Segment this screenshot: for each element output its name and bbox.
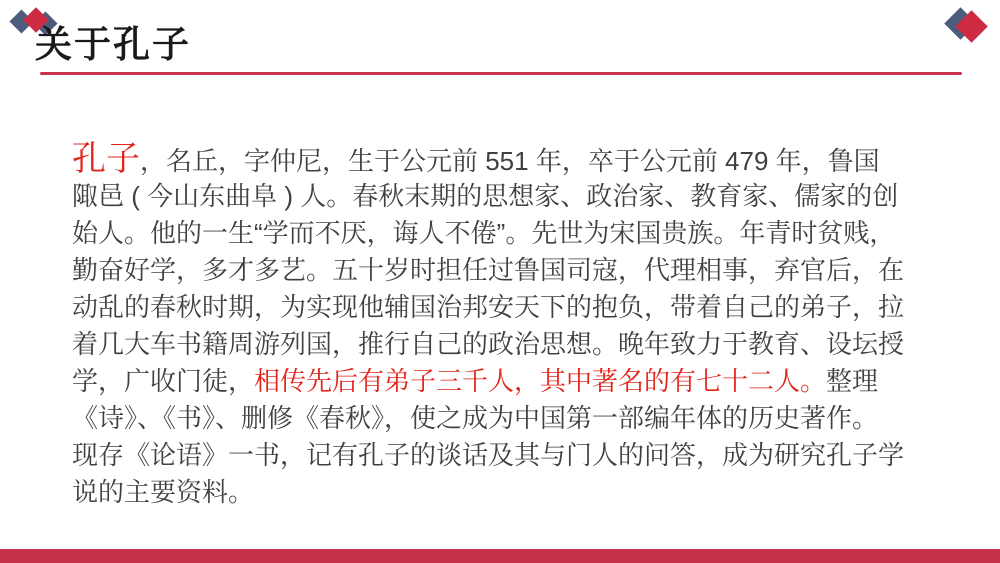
text-segment: 着几大车书籍周游列国，推行自己的政治思想。晚年致力于教育、设坛授 [72, 329, 905, 359]
text-segment: 说的主要资料。 [72, 477, 255, 507]
text-segment: 整理 [826, 366, 879, 396]
text-segment: 《诗》、《书》、删修《春秋》，使之成为中国第一部编年体的历史著作。 [72, 403, 879, 433]
body-line [72, 437, 952, 474]
footer-accent-bar [0, 549, 1000, 563]
text-segment: 现存《论语》一书，记有孔子的谈话及其与门人的问答，成为研究孔子学 [72, 440, 905, 470]
body-line [72, 326, 952, 363]
body-line [72, 400, 952, 437]
body-line [72, 363, 952, 400]
body-line [72, 215, 952, 252]
title-underline [40, 72, 962, 75]
text-segment: ，名丘，字仲尼，生于公元前 551 年，卒于公元前 479 年，鲁国 [140, 146, 880, 176]
body-text [72, 141, 952, 511]
text-segment: 学，广收门徒， [72, 366, 255, 396]
text-segment: 陬邑 ( 今山东曲阜 ) 人。春秋末期的思想家、政治家、教育家、儒家的创 [72, 181, 899, 211]
text-segment: 动乱的春秋时期，为实现他辅国治邦安天下的抱负，带着自己的弟子，拉 [72, 292, 905, 322]
text-segment: 相传先后有弟子三千人，其中著名的有七十二人。 [254, 366, 827, 396]
body-line [72, 289, 952, 326]
body-line [72, 178, 952, 215]
title-right-diamond-decoration [930, 0, 1000, 60]
body-line [72, 141, 952, 178]
page-title: 关于孔子 [35, 24, 191, 65]
text-segment: 勤奋好学，多才多艺。五十岁时担任过鲁国司寇，代理相事，弃官后，在 [72, 255, 905, 285]
text-segment: 孔子 [72, 140, 140, 178]
body-line [72, 252, 952, 289]
text-segment: 始人。他的一生“学而不厌，诲人不倦”。先世为宋国贵族。年青时贫贱， [72, 218, 896, 248]
body-line [72, 474, 952, 511]
